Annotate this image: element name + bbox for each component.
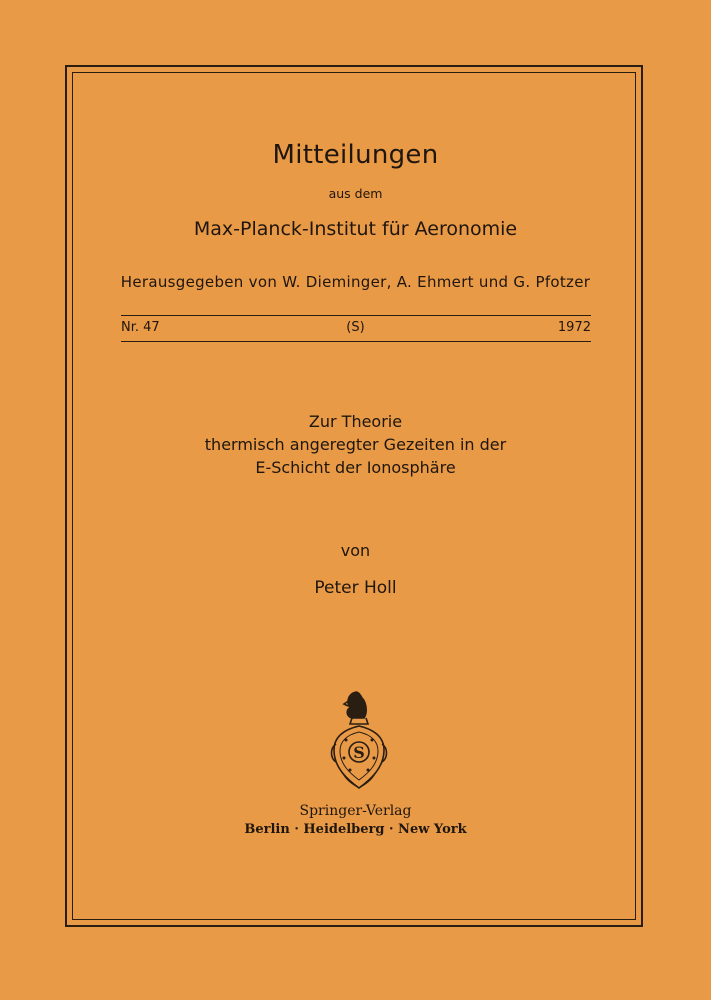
svg-text:S: S (353, 743, 365, 762)
editors-line: Herausgegeben von W. Dieminger, A. Ehmert und G. Pfotzer (120, 273, 591, 291)
springer-knight-logo-icon (326, 688, 392, 792)
aus-dem-text: aus dem (328, 186, 383, 201)
book-title (0, 410, 711, 479)
title-line-3: E-Schicht der Ionosphäre (255, 458, 456, 477)
publisher-name: Springer-Verlag (299, 803, 412, 819)
author-name: Peter Holl (314, 578, 397, 598)
series-title: Mitteilungen (272, 140, 439, 170)
bottom-rule (121, 341, 591, 342)
von-text: von (340, 541, 371, 560)
series-code: (S) (346, 320, 365, 335)
title-line-2: thermisch angeregter Gezeiten in der (204, 435, 507, 454)
publisher-places: Berlin · Heidelberg · New York (244, 822, 467, 837)
publication-year: 1972 (557, 320, 591, 335)
issue-number: Nr. 47 (121, 320, 160, 335)
title-line-1: Zur Theorie (308, 412, 403, 431)
top-rule (121, 315, 591, 316)
institute-name: Max-Planck-Institut für Aeronomie (193, 218, 518, 240)
